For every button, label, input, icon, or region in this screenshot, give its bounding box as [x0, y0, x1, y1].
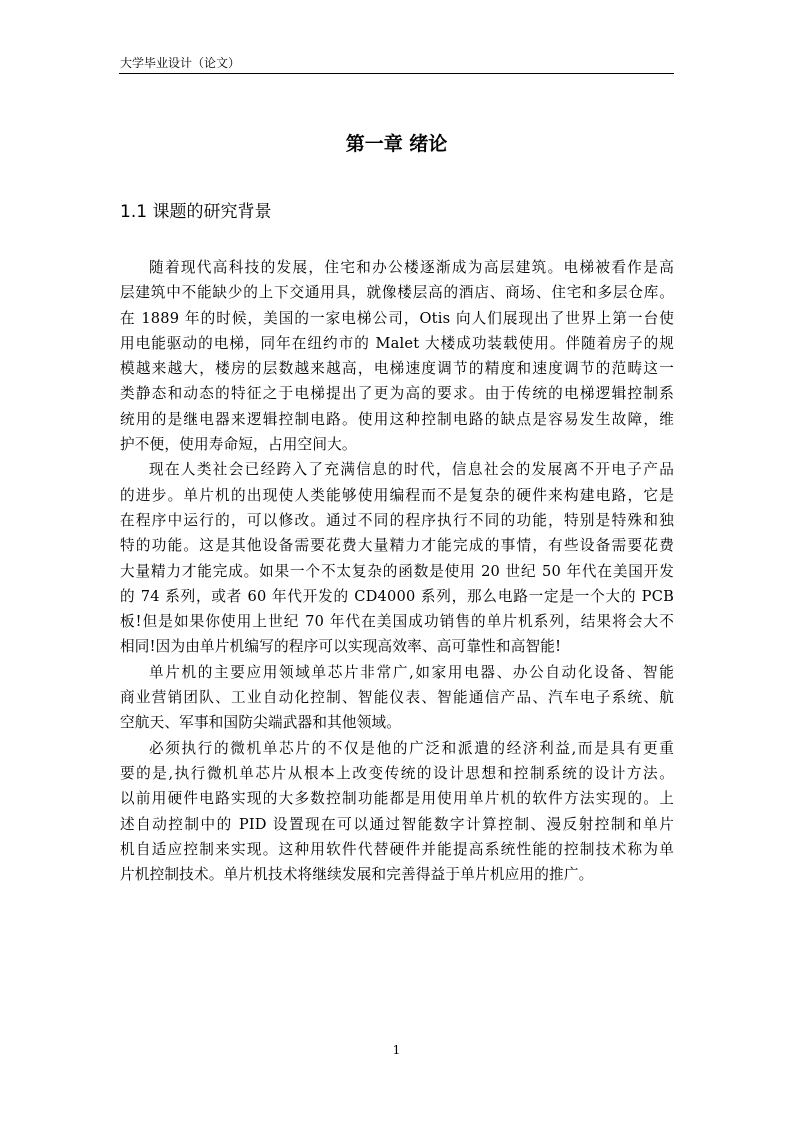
text-line: 空航天、军事和国防尖端武器和其他领域。	[120, 714, 402, 732]
section-heading: 1.1 课题的研究背景	[120, 202, 272, 222]
paragraph-1	[120, 255, 674, 457]
text-line: 现在人类社会已经跨入了充满信息的时代，信息社会的发展离不开电子产品	[149, 461, 674, 479]
text-line: 在 1889 年的时候，美国的一家电梯公司，Otis 向人们展现出了世界上第一台使	[120, 309, 674, 327]
text-line: 商业营销团队、工业自动化控制、智能仪表、智能通信产品、汽车电子系统、航	[120, 689, 674, 707]
text-line: 在程序中运行的，可以修改。通过不同的程序执行不同的功能，特别是特殊和独	[120, 511, 674, 529]
running-header: 大学毕业设计（论文）	[120, 56, 241, 70]
text-line: 层建筑中不能缺少的上下交通用具，就像楼层高的酒店、商场、住宅和多层仓库。	[120, 284, 674, 302]
text-line: 要的是,执行微机单芯片从根本上改变传统的设计思想和控制系统的设计方法。	[120, 764, 674, 782]
text-line: 的进步。单片机的出现使人类能够使用编程而不是复杂的硬件来构建电路，它是	[120, 486, 674, 504]
page-number: 1	[392, 1043, 401, 1057]
header-rule	[119, 73, 674, 74]
text-line: 模越来越大，楼房的层数越来越高，电梯速度调节的精度和速度调节的范畴这一	[120, 360, 674, 378]
text-line: 随着现代高科技的发展，住宅和办公楼逐渐成为高层建筑。电梯被看作是高	[149, 259, 674, 276]
text-line: 板!但是如果你使用上世纪 70 年代在美国成功销售的单片机系列，结果将会大不	[120, 613, 674, 631]
text-line: 相同!因为由单片机编写的程序可以实现高效率、高可靠性和高智能!	[120, 638, 562, 656]
text-line: 述自动控制中的 PID 设置现在可以通过智能数字计算控制、漫反射控制和单片	[120, 815, 674, 833]
paragraph-4	[120, 736, 674, 888]
chapter-title: 第一章 绪论	[345, 133, 448, 155]
text-line: 统用的是继电器来逻辑控制电路。使用这种控制电路的缺点是容易发生故障，维	[120, 410, 674, 428]
text-line: 机自适应控制来实现。这种用软件代替硬件并能提高系统性能的控制技术称为单	[120, 840, 674, 858]
text-line: 类静态和动态的特征之于电梯提出了更为高的要求。由于传统的电梯逻辑控制系	[120, 385, 674, 403]
paragraph-2	[120, 457, 674, 659]
paragraph-3	[120, 660, 674, 736]
text-line: 的 74 系列，或者 60 年代开发的 CD4000 系列，那么电路一定是一个大的 PCB	[120, 587, 674, 605]
text-line: 大量精力才能完成。如果一个不太复杂的函数是使用 20 世纪 50 年代在美国开发	[120, 562, 674, 580]
body-text	[120, 255, 674, 887]
text-line: 护不便，使用寿命短，占用空间大。	[120, 436, 357, 454]
text-line: 必须执行的微机单芯片的不仅是他的广泛和派遣的经济利益,而是具有更重	[149, 739, 674, 757]
text-line: 特的功能。这是其他设备需要花费大量精力才能完成的事情，有些设备需要花费	[120, 537, 674, 555]
text-line: 用电能驱动的电梯，同年在纽约市的 Malet 大楼成功装载使用。伴随着房子的规	[120, 334, 674, 352]
text-line: 单片机的主要应用领域单芯片非常广,如家用电器、办公自动化设备、智能	[149, 663, 674, 681]
text-line: 以前用硬件电路实现的大多数控制功能都是用使用单片机的软件方法实现的。上	[120, 790, 674, 808]
text-line: 片机控制技术。单片机技术将继续发展和完善得益于单片机应用的推广。	[120, 866, 594, 884]
